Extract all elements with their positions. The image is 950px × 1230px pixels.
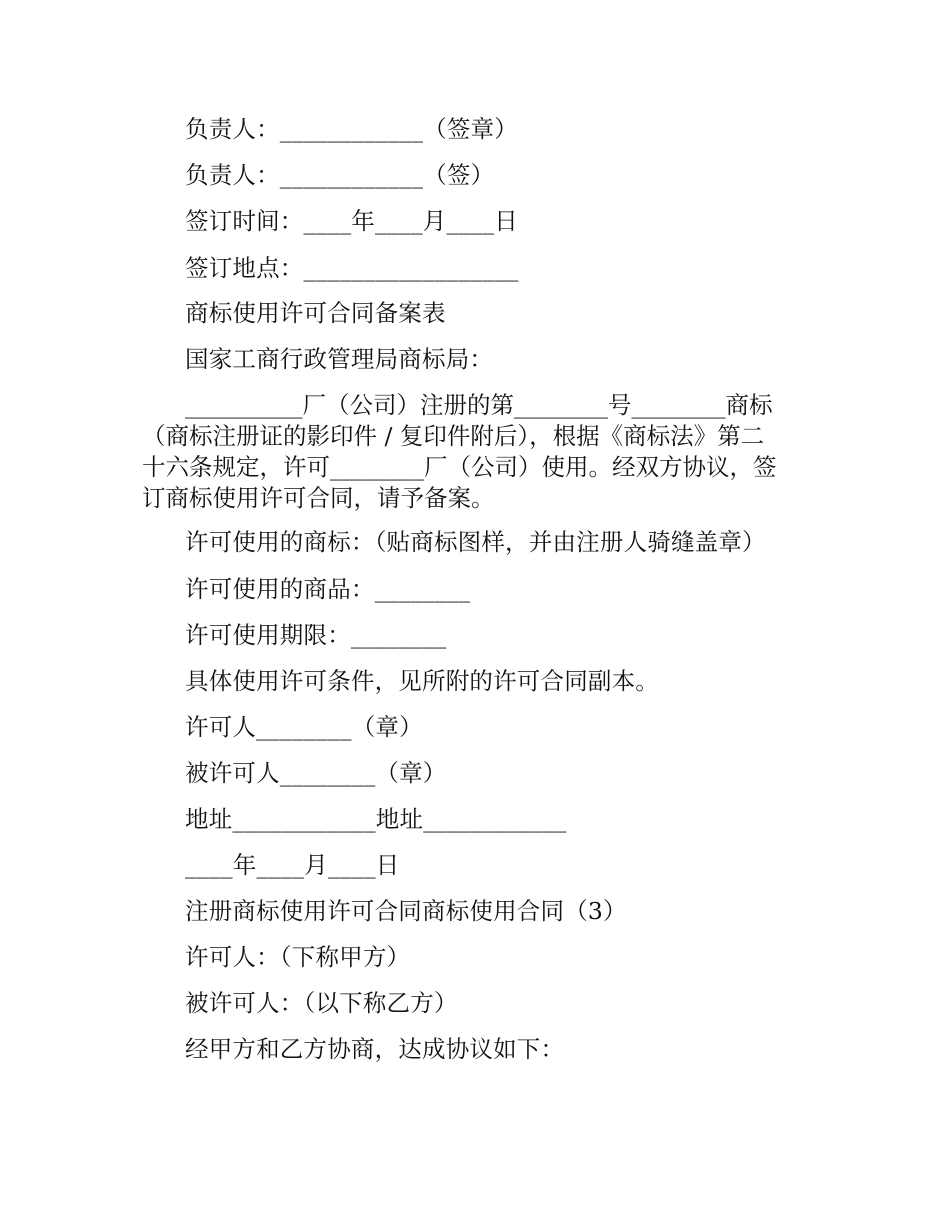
licensed-trademark-line: 许可使用的商标：（贴商标图样，并由注册人骑缝盖章） [185,528,766,556]
address-line: 地址____________地址____________ [185,805,567,833]
agreement-intro-line: 经甲方和乙方协商，达成协议如下： [185,1035,565,1063]
signatory-seal-line: 负责人：____________（签章） [185,115,518,143]
licensee-party-line: 被许可人：（以下称乙方） [185,989,458,1017]
license-term-line: 许可使用期限：________ [185,621,447,649]
date-line: ____年____月____日 [185,851,400,879]
signatory-sign-line: 负责人：____________（签） [185,161,495,189]
license-conditions-line: 具体使用许可条件，见所附的许可合同副本。 [185,667,659,695]
licensor-seal-line: 许可人________（章） [185,713,423,741]
licensee-seal-line: 被许可人________（章） [185,759,447,787]
contract-title: 注册商标使用许可合同商标使用合同（3） [185,897,627,925]
paragraph-row: 十六条规定，许可________厂（公司）使用。经双方协议，签 [142,453,777,481]
signing-place-line: 签订地点：__________________ [185,254,519,282]
paragraph-row: （商标注册证的影印件 / 复印件附后），根据《商标法》第二 [142,422,765,450]
paragraph-row: __________厂（公司）注册的第________号________商标 [185,391,773,419]
filing-paragraph [142,390,822,514]
addressee-line: 国家工商行政管理局商标局： [185,345,494,373]
licensor-party-line: 许可人：（下称甲方） [185,943,411,971]
filing-form-title: 商标使用许可合同备案表 [185,299,446,327]
signing-date-line: 签订时间：____年____月____日 [185,207,518,235]
paragraph-row: 订商标使用许可合同，请予备案。 [142,484,495,512]
licensed-goods-line: 许可使用的商品：________ [185,575,471,603]
